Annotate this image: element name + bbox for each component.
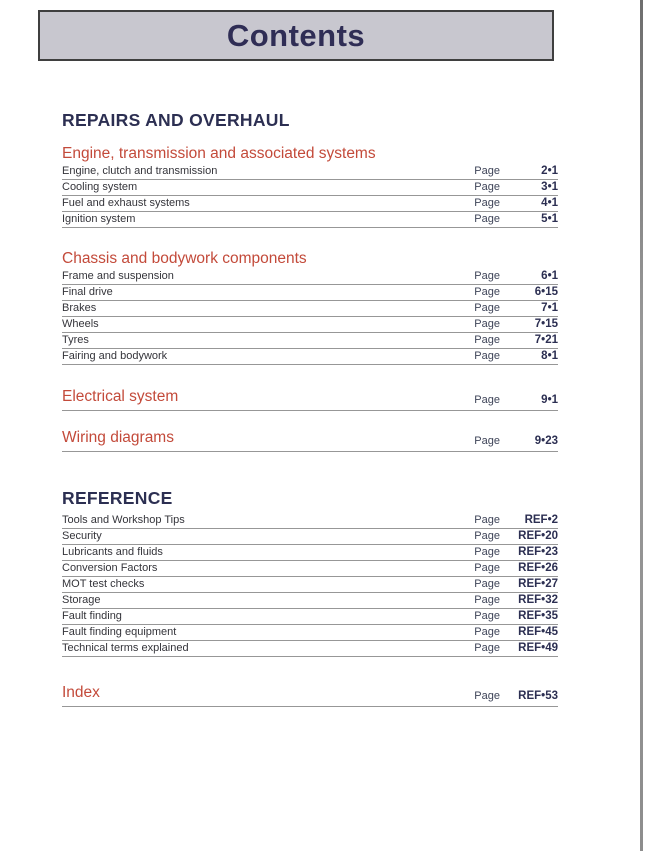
scan-page-edge-line bbox=[640, 0, 643, 851]
page-number: 9•1 bbox=[541, 394, 558, 406]
page-ref bbox=[474, 318, 558, 330]
toc-item-label: Tools and Workshop Tips bbox=[62, 514, 185, 526]
toc-item-label: Ignition system bbox=[62, 213, 136, 225]
toc-group-engine bbox=[62, 145, 558, 228]
page-ref bbox=[474, 435, 558, 447]
page-number: 6•1 bbox=[541, 270, 558, 282]
toc-item-label: Fuel and exhaust systems bbox=[62, 197, 190, 209]
table-row bbox=[62, 301, 558, 317]
toc-item-label: Technical terms explained bbox=[62, 642, 189, 654]
page-ref bbox=[474, 690, 558, 702]
page-word: Page bbox=[474, 334, 500, 346]
section-heading-index: Index bbox=[62, 684, 100, 701]
table-row bbox=[62, 577, 558, 593]
page-word: Page bbox=[474, 350, 500, 362]
page-ref bbox=[474, 334, 558, 346]
page-number: 2•1 bbox=[541, 165, 558, 177]
toc-section-electrical bbox=[62, 387, 558, 411]
table-row bbox=[62, 349, 558, 365]
table-row bbox=[62, 625, 558, 641]
toc-item-label: Fairing and bodywork bbox=[62, 350, 168, 362]
toc-item-label: Cooling system bbox=[62, 181, 138, 193]
page-ref bbox=[474, 286, 558, 298]
page-number: REF•35 bbox=[518, 610, 558, 622]
toc-item-label: MOT test checks bbox=[62, 578, 145, 590]
toc-item-label: Security bbox=[62, 530, 102, 542]
page-word: Page bbox=[474, 286, 500, 298]
toc-group-chassis bbox=[62, 250, 558, 365]
page-ref bbox=[474, 181, 558, 193]
page-word: Page bbox=[474, 578, 500, 590]
toc-item-label: Fault finding equipment bbox=[62, 626, 177, 638]
toc-item-label: Final drive bbox=[62, 286, 113, 298]
page-ref bbox=[474, 394, 558, 406]
page-number: REF•53 bbox=[518, 690, 558, 702]
page-word: Page bbox=[474, 302, 500, 314]
page-ref bbox=[474, 642, 558, 654]
page-ref bbox=[474, 213, 558, 225]
page-number: REF•45 bbox=[518, 626, 558, 638]
group-heading-chassis: Chassis and bodywork components bbox=[62, 250, 307, 267]
table-row bbox=[62, 180, 558, 196]
table-row bbox=[62, 641, 558, 657]
page-word: Page bbox=[474, 594, 500, 606]
table-row bbox=[62, 593, 558, 609]
contents-header-box bbox=[38, 10, 554, 61]
toc-group-reference bbox=[62, 513, 558, 657]
table-row bbox=[62, 285, 558, 301]
page-number: 9•23 bbox=[534, 435, 558, 447]
table-row bbox=[62, 513, 558, 529]
page-number: 7•15 bbox=[534, 318, 558, 330]
page-ref bbox=[474, 626, 558, 638]
page-number: 7•21 bbox=[534, 334, 558, 346]
page-ref bbox=[474, 197, 558, 209]
toc-item-label: Wheels bbox=[62, 318, 99, 330]
page-number: REF•26 bbox=[518, 562, 558, 574]
page-word: Page bbox=[474, 318, 500, 330]
page-word: Page bbox=[474, 626, 500, 638]
table-row bbox=[62, 269, 558, 285]
page-number: REF•20 bbox=[518, 530, 558, 542]
page-number: 6•15 bbox=[534, 286, 558, 298]
page-word: Page bbox=[474, 546, 500, 558]
page-ref bbox=[474, 514, 558, 526]
page-word: Page bbox=[474, 213, 500, 225]
section-heading-electrical: Electrical system bbox=[62, 388, 179, 405]
page-ref bbox=[474, 350, 558, 362]
page-ref bbox=[474, 165, 558, 177]
toc-item-label: Storage bbox=[62, 594, 101, 606]
section-heading-wiring: Wiring diagrams bbox=[62, 429, 174, 446]
page-number: REF•2 bbox=[524, 514, 558, 526]
toc-item-label: Engine, clutch and transmission bbox=[62, 165, 218, 177]
page-number: REF•49 bbox=[518, 642, 558, 654]
page-ref bbox=[474, 302, 558, 314]
toc-item-label: Fault finding bbox=[62, 610, 122, 622]
table-row bbox=[62, 545, 558, 561]
part-heading-repairs: REPAIRS AND OVERHAUL bbox=[62, 110, 290, 130]
toc-item-label: Lubricants and fluids bbox=[62, 546, 163, 558]
table-row bbox=[62, 529, 558, 545]
page-word: Page bbox=[474, 197, 500, 209]
page-ref bbox=[474, 270, 558, 282]
toc-section-wiring bbox=[62, 428, 558, 452]
toc-item-label: Tyres bbox=[62, 334, 89, 346]
page-word: Page bbox=[474, 394, 500, 406]
page-word: Page bbox=[474, 530, 500, 542]
page-ref bbox=[474, 594, 558, 606]
page-word: Page bbox=[474, 165, 500, 177]
page-number: 3•1 bbox=[541, 181, 558, 193]
page-number: 5•1 bbox=[541, 213, 558, 225]
toc-content bbox=[62, 110, 558, 707]
page-ref bbox=[474, 546, 558, 558]
toc-section-index bbox=[62, 683, 558, 707]
page-word: Page bbox=[474, 181, 500, 193]
page-number: 8•1 bbox=[541, 350, 558, 362]
page-word: Page bbox=[474, 690, 500, 702]
page-word: Page bbox=[474, 642, 500, 654]
table-row bbox=[62, 609, 558, 625]
toc-item-label: Frame and suspension bbox=[62, 270, 174, 282]
table-row bbox=[62, 164, 558, 180]
page-word: Page bbox=[474, 610, 500, 622]
page-title: Contents bbox=[226, 17, 366, 53]
page-ref bbox=[474, 562, 558, 574]
page-number: REF•27 bbox=[518, 578, 558, 590]
page-word: Page bbox=[474, 562, 500, 574]
table-row bbox=[62, 212, 558, 228]
table-row bbox=[62, 333, 558, 349]
table-row bbox=[62, 196, 558, 212]
page-ref bbox=[474, 578, 558, 590]
page-ref bbox=[474, 530, 558, 542]
page-word: Page bbox=[474, 435, 500, 447]
table-row bbox=[62, 317, 558, 333]
page-number: 4•1 bbox=[541, 197, 558, 209]
page-number: 7•1 bbox=[541, 302, 558, 314]
page-number: REF•32 bbox=[518, 594, 558, 606]
table-row bbox=[62, 561, 558, 577]
page-number: REF•23 bbox=[518, 546, 558, 558]
page-word: Page bbox=[474, 270, 500, 282]
toc-item-label: Conversion Factors bbox=[62, 562, 158, 574]
page-word: Page bbox=[474, 514, 500, 526]
page-ref bbox=[474, 610, 558, 622]
group-heading-engine: Engine, transmission and associated systems bbox=[62, 145, 376, 162]
toc-item-label: Brakes bbox=[62, 302, 97, 314]
part-heading-reference: REFERENCE bbox=[62, 488, 173, 508]
